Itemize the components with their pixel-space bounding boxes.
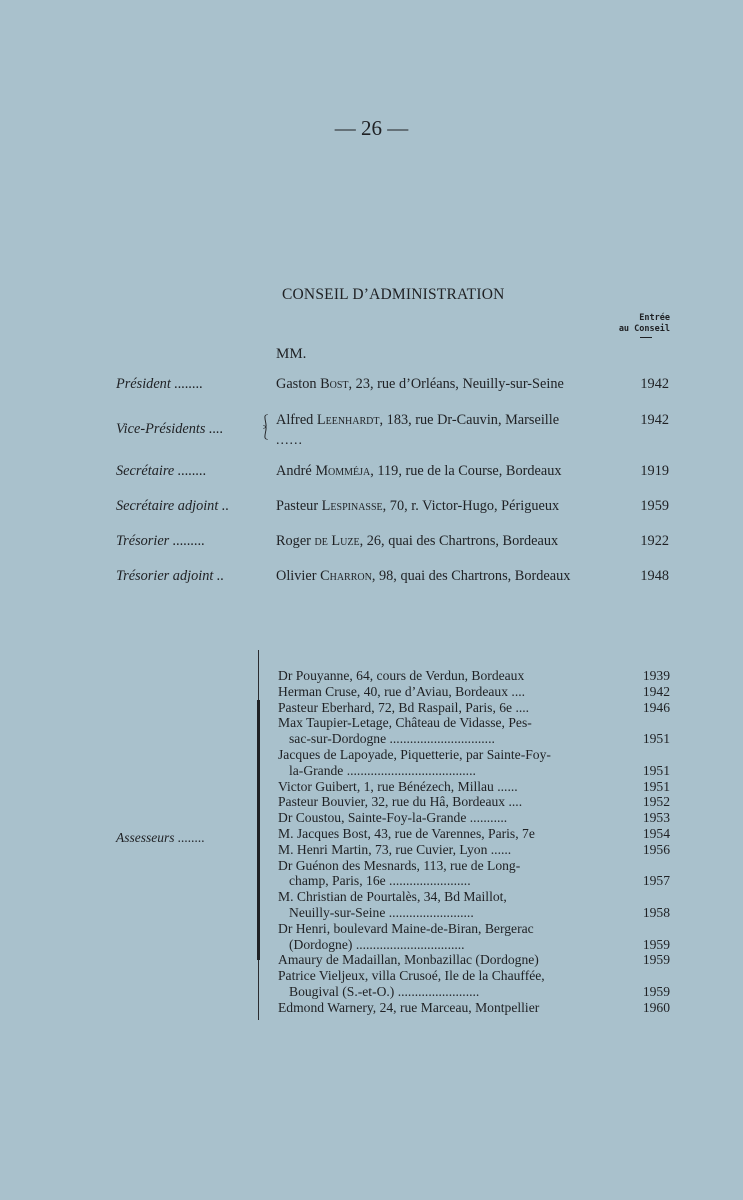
- assessor-line: [278, 889, 670, 905]
- assessors-label: Assesseurs ........: [116, 830, 205, 845]
- assessor-text: Dr Guénon des Mesnards, 113, rue de Long-: [278, 857, 521, 873]
- officer-year: 1942: [640, 376, 669, 392]
- officer-row-assistant-treasurer: [0, 568, 743, 588]
- officer-row-president: [0, 376, 743, 396]
- assessor-line: [278, 779, 670, 795]
- assessor-line: [278, 731, 670, 747]
- assessor-line: [278, 810, 670, 826]
- assessor-year: 1954: [642, 825, 670, 841]
- honorific-mm: MM.: [276, 346, 307, 362]
- assessor-year: 1953: [642, 810, 670, 826]
- page-number: — 26 —: [334, 116, 409, 140]
- assessor-year: 1946: [642, 699, 670, 715]
- assessor-text: Patrice Vieljeux, villa Crusoé, Ile de la Chauffée,: [278, 968, 545, 984]
- assessor-text: Dr Pouyanne, 64, cours de Verdun, Bordeaux: [278, 668, 525, 683]
- assessor-line: [278, 905, 670, 921]
- assessor-year: 1958: [642, 904, 670, 920]
- officer-role: Trésorier .........: [116, 533, 205, 549]
- assessor-line: [278, 952, 670, 968]
- assessor-line: [278, 873, 670, 889]
- assessor-year: 1956: [642, 841, 670, 857]
- assessor-text: sac-sur-Dordogne ...............................: [289, 731, 495, 747]
- assessors-bracket-thick: [257, 700, 260, 960]
- vacant-placeholder: ......: [276, 433, 303, 448]
- entry-column-rule: [640, 337, 652, 338]
- assessor-year: 1960: [642, 999, 670, 1015]
- assessor-year: 1959: [642, 952, 670, 968]
- assessor-year: 1959: [642, 983, 670, 999]
- officer-role: Secrétaire ........: [116, 463, 207, 479]
- officer-role-vice-presidents-row: [0, 421, 743, 441]
- assessor-text: Dr Henri, boulevard Maine-de-Biran, Bergerac: [278, 920, 534, 936]
- assessor-text: Herman Cruse, 40, rue d’Aviau, Bordeaux ....: [278, 683, 526, 699]
- officer-role: Vice-Présidents ....: [116, 421, 224, 437]
- officer-name: Gaston Bost, 23, rue d’Orléans, Neuilly-sur-Seine: [276, 376, 564, 392]
- brace-mark: ⎰ ⎱: [259, 414, 273, 440]
- assessor-line: [278, 794, 670, 810]
- officer-name: Olivier Charron, 98, quai des Chartrons, Bordeaux: [276, 568, 571, 584]
- officer-year: 1959: [640, 498, 669, 514]
- officer-name: Alfred Leenhardt, 183, rue Dr-Cauvin, Marseille: [276, 412, 560, 428]
- officer-row-treasurer: [0, 533, 743, 553]
- assessor-text: Neuilly-sur-Seine .........................: [289, 904, 474, 920]
- officer-year: 1942: [640, 412, 669, 428]
- officer-name: André Momméja, 119, rue de la Course, Bordeaux: [276, 463, 562, 479]
- section-title: CONSEIL D’ADMINISTRATION: [282, 286, 505, 303]
- officer-role: Président ........: [116, 376, 203, 392]
- officer-name: Roger de Luze, 26, quai des Chartrons, Bordeaux: [276, 533, 559, 549]
- assessor-line: [278, 968, 670, 984]
- assessor-text: Jacques de Lapoyade, Piquetterie, par Sainte-Foy-: [278, 746, 551, 762]
- officer-row-secretary: [0, 463, 743, 483]
- assessor-line: [278, 858, 670, 874]
- assessor-year: 1951: [642, 762, 670, 778]
- officer-year: 1922: [640, 533, 669, 549]
- assessor-year: 1959: [642, 936, 670, 952]
- assessor-line: [278, 921, 670, 937]
- assessor-text: Edmond Warnery, 24, rue Marceau, Montpellier: [278, 999, 540, 1015]
- entry-column-header-line2: au Conseil: [618, 324, 670, 334]
- officer-role: Secrétaire adjoint ..: [116, 498, 230, 514]
- assessor-line: [278, 715, 670, 731]
- assessor-text: M. Henri Martin, 73, rue Cuvier, Lyon ......: [278, 841, 512, 857]
- assessor-text: Pasteur Bouvier, 32, rue du Hâ, Bordeaux ....: [278, 794, 523, 810]
- officer-role: Trésorier adjoint ..: [116, 568, 225, 584]
- assessor-line: [278, 747, 670, 763]
- officer-year: 1948: [640, 568, 669, 584]
- assessor-year: 1942: [642, 683, 670, 699]
- assessor-year: 1951: [642, 731, 670, 747]
- assessor-text: M. Jacques Bost, 43, rue de Varennes, Paris, 7e: [278, 825, 535, 841]
- officer-row-assistant-secretary: [0, 498, 743, 518]
- assessor-year: 1957: [642, 873, 670, 889]
- assessor-year: 1952: [642, 794, 670, 810]
- officer-year: 1919: [640, 463, 669, 479]
- assessor-line: [278, 826, 670, 842]
- assessor-text: M. Christian de Pourtalès, 34, Bd Maillot,: [278, 889, 507, 905]
- assessor-text: la-Grande ......................................: [289, 762, 476, 778]
- assessor-text: Victor Guibert, 1, rue Bénézech, Millau ......: [278, 778, 518, 794]
- assessor-line: [278, 984, 670, 1000]
- assessor-text: Dr Coustou, Sainte-Foy-la-Grande ...........: [278, 810, 508, 826]
- entry-column-header: [610, 313, 670, 335]
- assessor-text: Max Taupier-Letage, Château de Vidasse, Pes-: [278, 715, 532, 731]
- assessor-text: (Dordogne) ................................: [289, 936, 465, 952]
- assessor-text: Pasteur Eberhard, 72, Bd Raspail, Paris, 6e ....: [278, 699, 530, 715]
- assessor-line: [278, 1000, 670, 1016]
- assessor-text: Bougival (S.-et-O.) ........................: [289, 983, 480, 999]
- assessor-line: [278, 763, 670, 779]
- assessor-line: [278, 937, 670, 953]
- assessor-year: 1951: [642, 778, 670, 794]
- assessor-line: [278, 668, 670, 684]
- assessor-line: [278, 684, 670, 700]
- assessors-list: [278, 668, 670, 1016]
- assessor-year: 1939: [642, 668, 670, 683]
- officer-name: Pasteur Lespinasse, 70, r. Victor-Hugo, Périgueux: [276, 498, 560, 514]
- assessor-line: [278, 842, 670, 858]
- assessor-text: Amaury de Madaillan, Monbazillac (Dordogne): [278, 952, 539, 968]
- entry-column-header-line1: Entrée: [639, 313, 670, 323]
- assessor-text: champ, Paris, 16e ........................: [289, 873, 471, 889]
- assessor-line: [278, 700, 670, 716]
